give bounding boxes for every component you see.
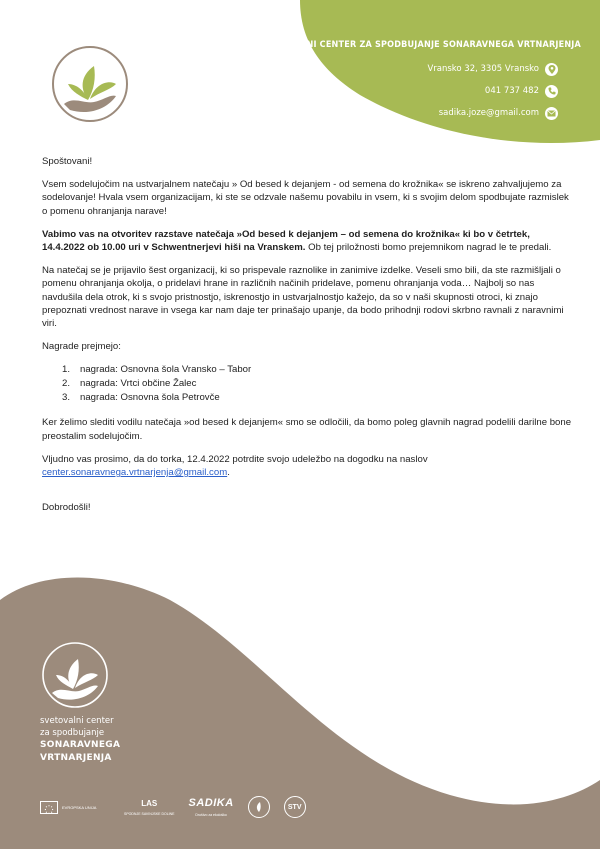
footer-logo — [40, 640, 110, 710]
contest-paragraph: Na natečaj se je prijavilo šest organizacij, ki so prispevale raznolike in zanimive izdelke. Veseli smo bili, da ste razmišljali o pomenu ohranjanja okolja, o pridelavi hrane in različnih načinih pridelave, pomenu ohranjanja voda… Najbolj so nas navdušila dela otrok, ki s svojo pristnostjo, iskrenostjo in ustvarjalnostjo kažejo, da so v naši skupnosti otroci, ki znajo prepoznati vrednost narave in vsega kar nam daje ter prinašajo upanje, da bodo prihodnji rodovi skrbno ravnali z naravnimi viri. — [42, 265, 564, 330]
email-text: sadika.joze@gmail.com — [438, 108, 539, 118]
invitation-rest-text: Ob tej priložnosti bomo prejemnikom nagrad le te predali. — [305, 242, 552, 254]
stv-logo — [284, 796, 306, 818]
vouchers-paragraph: Ker želimo slediti vodilu natečaja »od besed k dejanjem« smo se odločili, da bomo poleg glavnih nagrad podelili darilne bone preostalim sodelujočim. — [42, 417, 572, 442]
eu-logo — [40, 801, 110, 814]
rsvp-email-link[interactable]: center.sonaravnega.vrtnarjenja@gmail.com — [42, 467, 228, 479]
envelope-icon — [545, 107, 558, 120]
awards-intro: Nagrade prejmejo: — [42, 341, 121, 353]
greeting: Spoštovani! — [42, 156, 93, 167]
footer-name-line2: za spodbujanje — [40, 728, 105, 738]
thanks-paragraph: Vsem sodelujočim na ustvarjalnem natečaju » Od besed k dejanjem - od semena do krožnika« se iskreno zahvaljujemo za sodelovanje! Hvala vsem organizacijam, ki ste se odzvale našemu povabilu in vsem, ki s svojim delom spodbujate razmislek o pomenu ohranjanja narave! — [42, 179, 569, 217]
sadika-title: SADIKA — [188, 797, 234, 809]
leaf-icon — [248, 796, 270, 818]
rsvp-paragraph — [42, 453, 572, 479]
invitation-bold-text: Vabimo vas na otvoritev razstave natečaja »Od besed k dejanjem – od semena do krožnika« ki bo v četrtek, 14.4.2022 ob 10.00 uri v Schwentnerjevi hiši na Vranskem. — [42, 228, 530, 254]
eu-text: EVROPSKA UNIJA — [62, 804, 97, 810]
letter-body — [42, 155, 572, 524]
phone-icon — [545, 85, 558, 98]
partner-logos — [40, 787, 360, 827]
rsvp-end: . — [227, 467, 230, 479]
stv-text: STV — [284, 796, 306, 818]
sadika-subtitle: Društvo za ekološko — [195, 813, 227, 817]
footer-name-line3: SONARAVNEGA — [40, 740, 121, 750]
award-number: 3. — [62, 392, 71, 404]
awards-list — [62, 363, 572, 405]
award-item — [62, 377, 572, 391]
header-contact — [258, 40, 581, 124]
phone-row — [258, 80, 558, 102]
las-logo — [124, 799, 175, 816]
organization-logo — [50, 44, 130, 124]
leaf-circle-logo — [248, 796, 270, 818]
sadika-logo — [189, 797, 234, 817]
award-text: nagrada: Osnovna šola Petrovče — [80, 392, 220, 404]
footer-organization-name — [40, 715, 120, 765]
phone-text: 041 737 482 — [484, 86, 539, 96]
closing: Dobrodošli! — [42, 502, 91, 514]
las-subtitle: SPODNJE SAVINJSKE DOLINE — [124, 811, 175, 816]
las-title: LAS — [141, 798, 158, 808]
award-item — [62, 363, 572, 377]
address-row — [258, 58, 558, 80]
location-pin-icon — [545, 63, 558, 76]
rsvp-text: Vljudno vas prosimo, da do torka, 12.4.2022 potrdite svojo udeležbo na dogodku na naslov — [42, 453, 428, 465]
invitation-paragraph — [42, 228, 572, 254]
award-number: 2. — [62, 378, 71, 390]
address-text: Vransko 32, 3305 Vransko — [427, 64, 539, 74]
email-row — [258, 102, 558, 124]
award-number: 1. — [62, 364, 71, 376]
eu-flag-icon — [40, 801, 58, 814]
footer-name-line1: svetovalni center — [40, 716, 114, 726]
award-text: nagrada: Osnovna šola Vransko – Tabor — [80, 364, 252, 376]
footer-name-line4: VRTNARJENJA — [40, 753, 112, 763]
header-organization-name: SVETOVALNI CENTER ZA SPODBUJANJE SONARAVNEGA VRTNARJENJA — [258, 40, 581, 50]
award-text: nagrada: Vrtci občine Žalec — [80, 378, 197, 390]
award-item — [62, 391, 572, 405]
